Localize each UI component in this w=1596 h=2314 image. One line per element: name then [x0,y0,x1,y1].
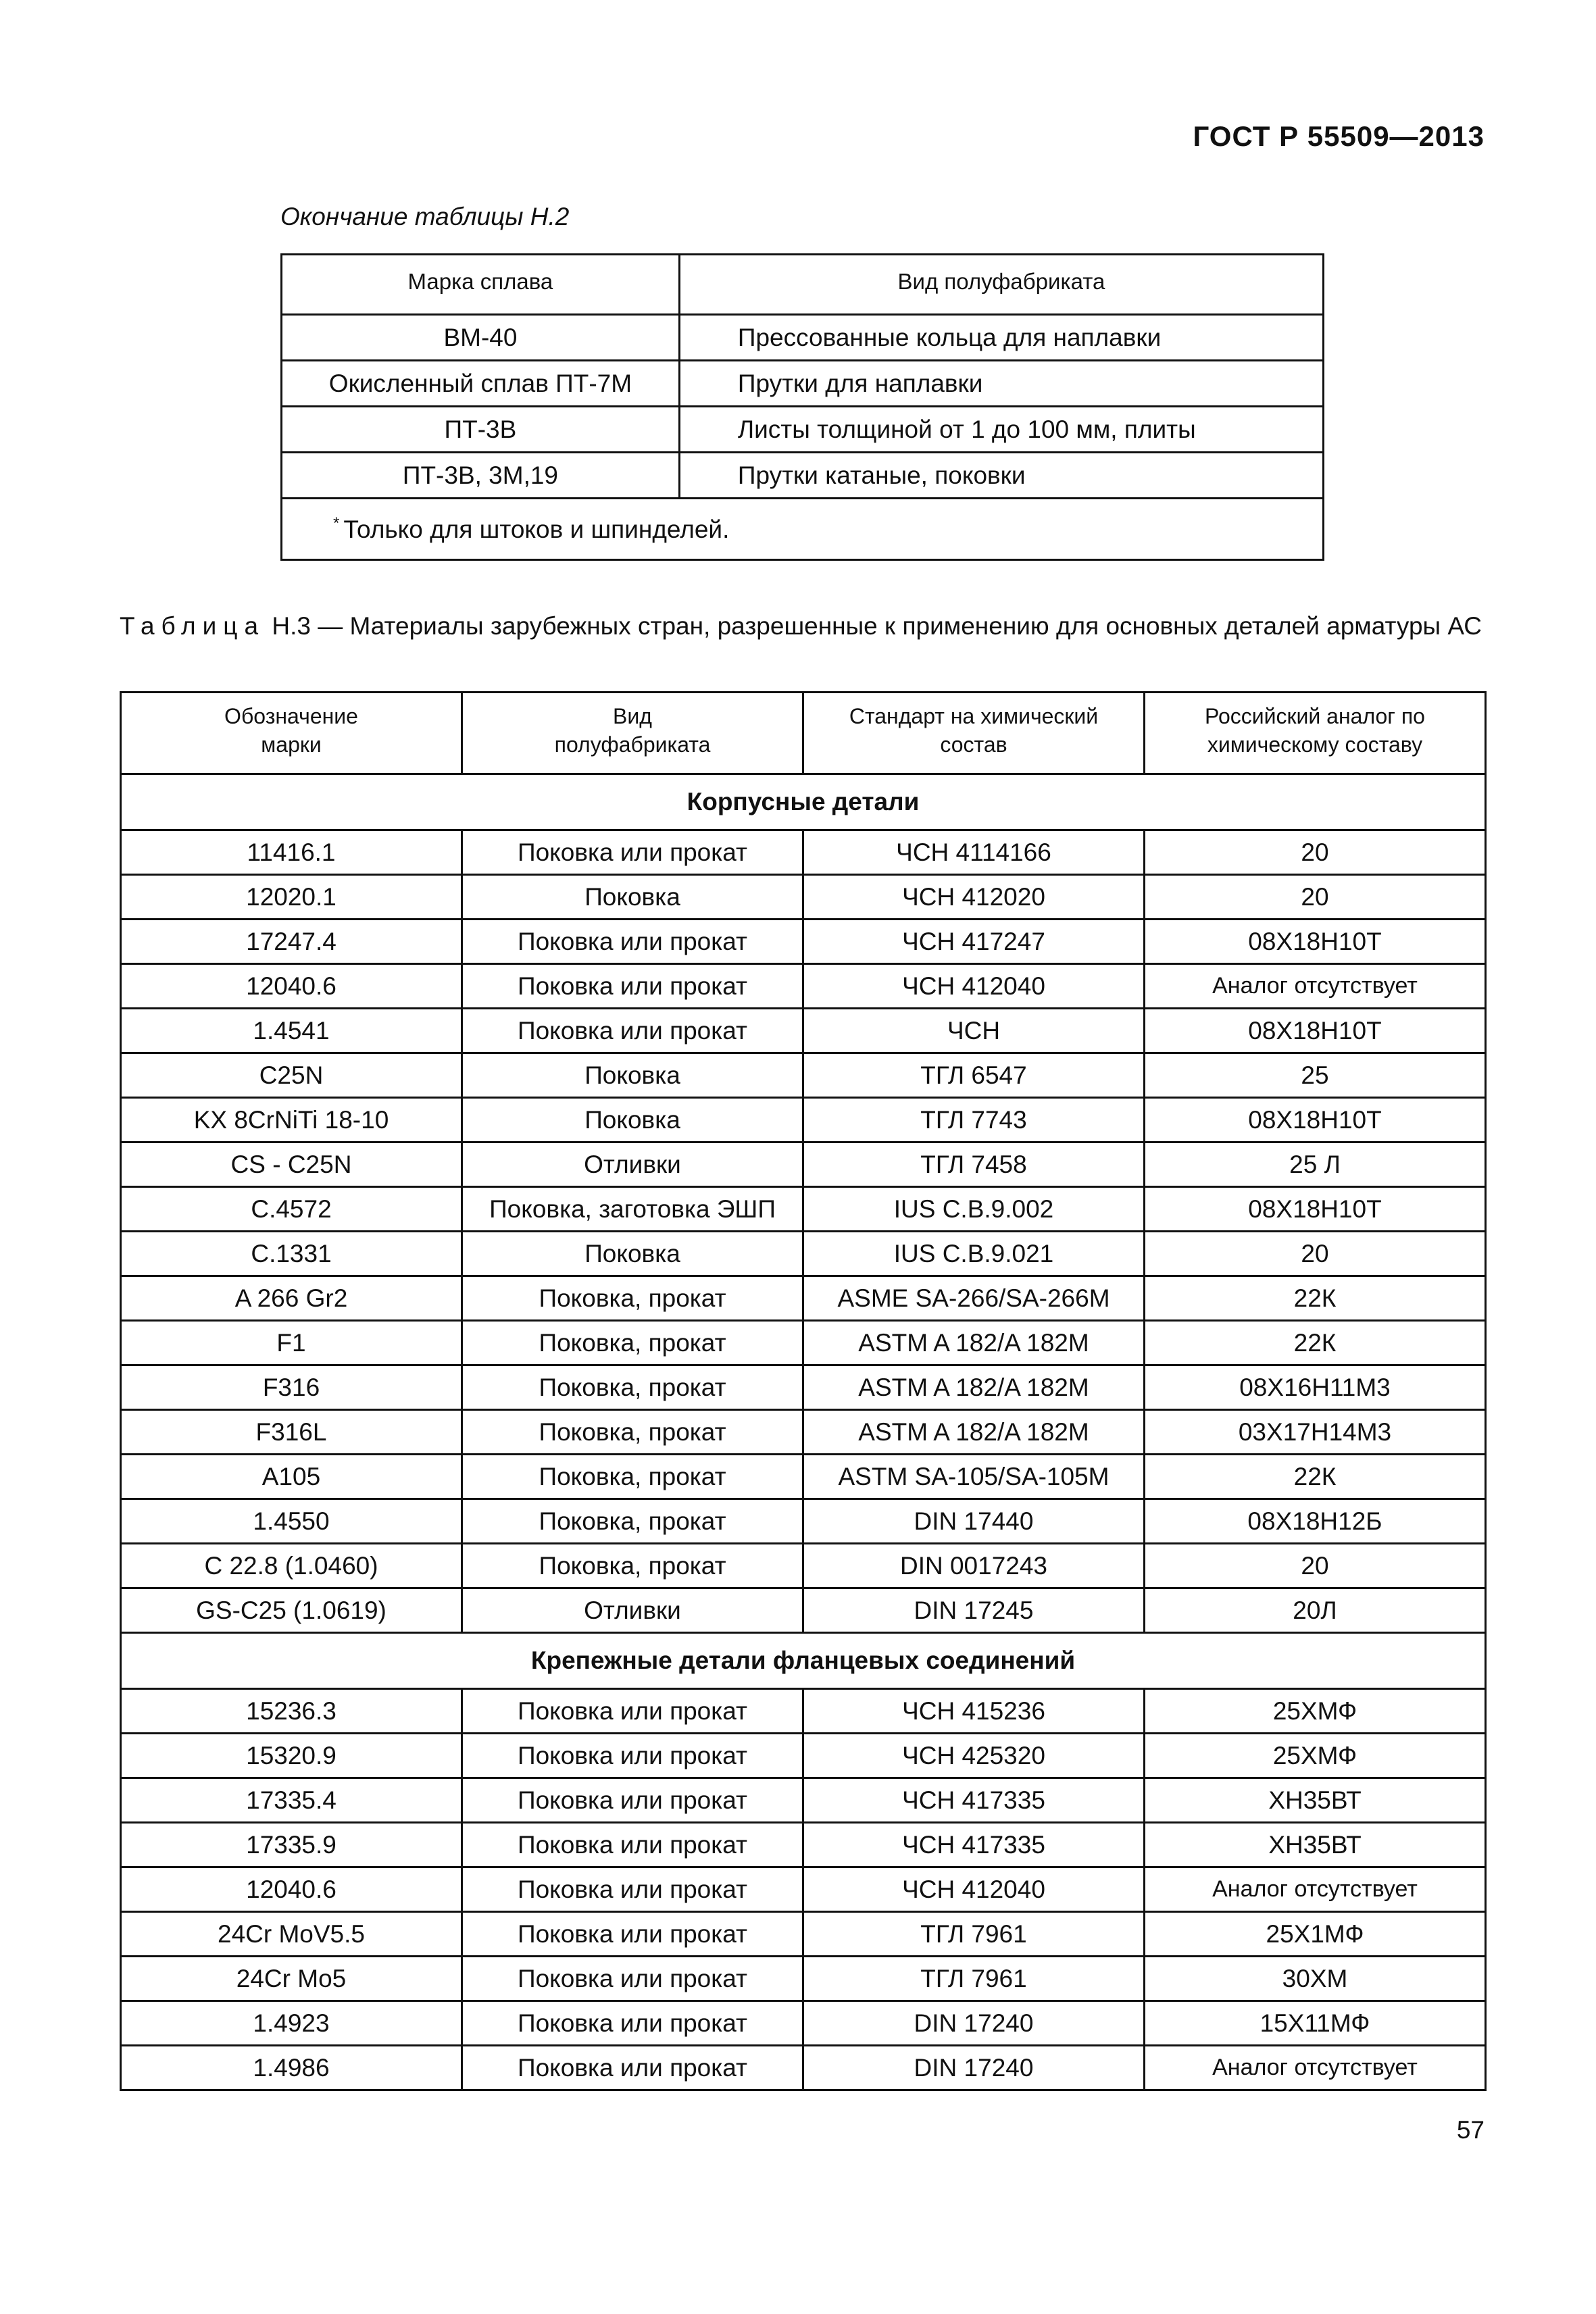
table-row [121,1410,1486,1455]
table-cell: ЧСН 415236 [803,1689,1145,1734]
table-cell: 20 [1145,875,1486,920]
column-header [121,693,462,768]
table-cell: 12040.6 [121,964,462,1009]
table-cell: 17335.4 [121,1778,462,1823]
table-cell: 12040.6 [121,1867,462,1912]
table-row [121,964,1486,1009]
table-cell: 08Х18Н10Т [1145,1098,1486,1142]
table-cell: 17247.4 [121,920,462,964]
table-cell: KX 8CrNiTi 18-10 [121,1098,462,1142]
table-cell: 22К [1145,1276,1486,1321]
column-header-line: Обозначение [224,704,358,728]
column-header-line: Российский аналог по [1205,704,1425,728]
table-cell: ТГЛ 7458 [803,1142,1145,1187]
table-h2-caption: Окончание таблицы Н.2 [280,203,570,230]
table-cell: Листы толщиной от 1 до 100 мм, плиты [679,407,1323,453]
table-cell: 08Х18Н12Б [1145,1499,1486,1544]
table-cell: C25N [121,1053,462,1098]
table-cell: Поковка, прокат [462,1544,803,1588]
table-cell: ЧСН [803,1009,1145,1053]
table-cell: DIN 17240 [803,2046,1145,2090]
table-cell: Поковка или прокат [462,920,803,964]
table-cell: Поковка [462,1098,803,1142]
table-cell: Отливки [462,1588,803,1633]
table-row [121,1689,1486,1734]
table-cell: 15236.3 [121,1689,462,1734]
table-row [121,1544,1486,1588]
header-separator [121,768,1486,774]
table-cell: 08Х18Н10Т [1145,1187,1486,1232]
table-cell: A 266 Gr2 [121,1276,462,1321]
table-cell: 1.4550 [121,1499,462,1544]
table-cell: Поковка или прокат [462,1734,803,1778]
table-cell: DIN 17440 [803,1499,1145,1544]
table-row [121,1187,1486,1232]
table-cell: Поковка или прокат [462,1957,803,2001]
table-cell: ТГЛ 7961 [803,1957,1145,2001]
table-row [121,1912,1486,1957]
table-cell: ASTM SA-105/SA-105M [803,1455,1145,1499]
table-cell: 08Х18Н10Т [1145,920,1486,964]
table-cell: 08Х18Н10Т [1145,1009,1486,1053]
table-h2 [280,253,1324,561]
table-cell: C.4572 [121,1187,462,1232]
footnote [282,499,1324,560]
table-cell: 25 Л [1145,1142,1486,1187]
table-title-text: Н.3 — Материалы зарубежных стран, разрешенные к применению для основных деталей арматуры АС [265,612,1482,640]
table-row [121,2046,1486,2090]
table-h3-body [121,774,1486,2090]
table-cell: Поковка или прокат [462,1689,803,1734]
table-cell: ТГЛ 6547 [803,1053,1145,1098]
table-cell: GS-C25 (1.0619) [121,1588,462,1633]
table-cell: ХН35ВТ [1145,1823,1486,1867]
table-cell: F316L [121,1410,462,1455]
footnote-row [282,499,1324,560]
table-cell: 20 [1145,830,1486,875]
section-title: Корпусные детали [121,774,1486,830]
table-cell: Поковка [462,875,803,920]
table-cell: 30ХМ [1145,1957,1486,2001]
table-cell: Поковка, прокат [462,1499,803,1544]
table-cell: Поковка или прокат [462,1009,803,1053]
table-cell: Поковка, прокат [462,1455,803,1499]
table-cell: DIN 17240 [803,2001,1145,2046]
table-cell: 03Х17Н14М3 [1145,1410,1486,1455]
table-cell: ВМ-40 [282,315,680,361]
column-header: Марка сплава [282,255,680,309]
table-cell: ЧСН 417247 [803,920,1145,964]
table-h3-title [120,609,1485,643]
table-cell: C 22.8 (1.0460) [121,1544,462,1588]
table-cell: 1.4986 [121,2046,462,2090]
table-cell: 08Х16Н11М3 [1145,1365,1486,1410]
table-cell: ТГЛ 7961 [803,1912,1145,1957]
table-row [121,2001,1486,2046]
table-cell: 12020.1 [121,875,462,920]
table-h3-header-row [121,693,1486,768]
section-title: Крепежные детали фланцевых соединений [121,1633,1486,1689]
column-header-line: полуфабриката [554,732,711,757]
table-cell: Поковка или прокат [462,1867,803,1912]
table-row [121,1321,1486,1365]
table-cell: Поковка, прокат [462,1410,803,1455]
table-row [121,1365,1486,1410]
footnote-mark: * [333,514,340,532]
table-row [121,1734,1486,1778]
table-cell: ЧСН 425320 [803,1734,1145,1778]
table-cell: ASME SA-266/SA-266M [803,1276,1145,1321]
table-row [121,920,1486,964]
table-label: Таблица [120,612,266,640]
table-cell: Поковка или прокат [462,1778,803,1823]
column-header-line: Стандарт на химический [849,704,1099,728]
table-cell: Поковка или прокат [462,2001,803,2046]
column-header-line: состав [940,732,1007,757]
table-cell: ХН35ВТ [1145,1778,1486,1823]
table-cell: CS - C25N [121,1142,462,1187]
footnote-text: Только для штоков и шпинделей. [343,515,730,543]
table-cell: Прессованные кольца для наплавки [679,315,1323,361]
section-row [121,1633,1486,1689]
table-cell: ASTM A 182/A 182M [803,1365,1145,1410]
table-row [121,1276,1486,1321]
table-row [121,875,1486,920]
table-cell: ЧСН 412040 [803,1867,1145,1912]
table-row [121,1499,1486,1544]
table-cell: Отливки [462,1142,803,1187]
table-cell: Аналог отсутствует [1145,964,1486,1009]
table-row [121,1142,1486,1187]
table-row [121,1232,1486,1276]
table-cell: DIN 17245 [803,1588,1145,1633]
table-cell: ЧСН 4114166 [803,830,1145,875]
column-header [1145,693,1486,768]
table-cell: IUS C.B.9.021 [803,1232,1145,1276]
table-row [282,361,1324,407]
table-cell: Поковка или прокат [462,1912,803,1957]
table-cell: 25ХМФ [1145,1734,1486,1778]
table-cell: Поковка [462,1053,803,1098]
table-cell: 1.4923 [121,2001,462,2046]
table-row [282,407,1324,453]
table-cell: ЧСН 417335 [803,1778,1145,1823]
table-cell: F1 [121,1321,462,1365]
table-cell: Поковка [462,1232,803,1276]
table-cell: Аналог отсутствует [1145,2046,1486,2090]
column-header: Вид полуфабриката [679,255,1323,309]
table-cell: ПТ-3В, 3М,19 [282,453,680,499]
table-cell: ASTM A 182/A 182M [803,1410,1145,1455]
table-cell: Поковка или прокат [462,830,803,875]
table-cell: Прутки для наплавки [679,361,1323,407]
table-row [121,1778,1486,1823]
table-cell: Поковка, прокат [462,1321,803,1365]
table-cell: 22К [1145,1455,1486,1499]
table-cell: Поковка или прокат [462,1823,803,1867]
table-cell: ТГЛ 7743 [803,1098,1145,1142]
table-cell: DIN 0017243 [803,1544,1145,1588]
column-header [462,693,803,768]
column-header-line: химическому составу [1207,732,1423,757]
table-cell: 15Х11МФ [1145,2001,1486,2046]
table-row [121,1455,1486,1499]
table-row [121,830,1486,875]
table-cell: 20 [1145,1544,1486,1588]
table-cell: Поковка, заготовка ЭШП [462,1187,803,1232]
table-cell: 20 [1145,1232,1486,1276]
table-cell: 17335.9 [121,1823,462,1867]
document-id: ГОСТ Р 55509—2013 [1193,120,1485,152]
table-row [282,315,1324,361]
table-cell: C.1331 [121,1232,462,1276]
table-cell: 24Cr MoV5.5 [121,1912,462,1957]
table-cell: 25ХМФ [1145,1689,1486,1734]
table-cell: Окисленный сплав ПТ-7М [282,361,680,407]
table-row [121,1053,1486,1098]
table-cell: 20Л [1145,1588,1486,1633]
column-header [803,693,1145,768]
header-separator [282,308,1324,315]
table-cell: Поковка, прокат [462,1365,803,1410]
table-row [121,1098,1486,1142]
table-cell: 1.4541 [121,1009,462,1053]
table-cell: Поковка, прокат [462,1276,803,1321]
table-cell: F316 [121,1365,462,1410]
table-cell: Аналог отсутствует [1145,1867,1486,1912]
table-cell: 25 [1145,1053,1486,1098]
table-h3 [120,691,1487,2091]
table-row [121,1957,1486,2001]
table-cell: 15320.9 [121,1734,462,1778]
table-row [121,1588,1486,1633]
column-header-line: Вид [613,704,652,728]
table-cell: ЧСН 412040 [803,964,1145,1009]
table-cell: ПТ-3В [282,407,680,453]
table-cell: 24Cr Mo5 [121,1957,462,2001]
page-number: 57 [1456,2116,1485,2144]
table-cell: IUS C.B.9.002 [803,1187,1145,1232]
table-row [121,1867,1486,1912]
table-cell: 11416.1 [121,830,462,875]
table-cell: ASTM A 182/A 182M [803,1321,1145,1365]
table-cell: ЧСН 417335 [803,1823,1145,1867]
table-row [121,1009,1486,1053]
table-row [121,1823,1486,1867]
table-cell: A105 [121,1455,462,1499]
table-h2-header-row [282,255,1324,309]
table-row [282,453,1324,499]
table-cell: 25Х1МФ [1145,1912,1486,1957]
section-row [121,774,1486,830]
column-header-line: марки [261,732,322,757]
table-cell: Прутки катаные, поковки [679,453,1323,499]
table-cell: Поковка или прокат [462,2046,803,2090]
table-cell: Поковка или прокат [462,964,803,1009]
table-cell: ЧСН 412020 [803,875,1145,920]
table-cell: 22К [1145,1321,1486,1365]
